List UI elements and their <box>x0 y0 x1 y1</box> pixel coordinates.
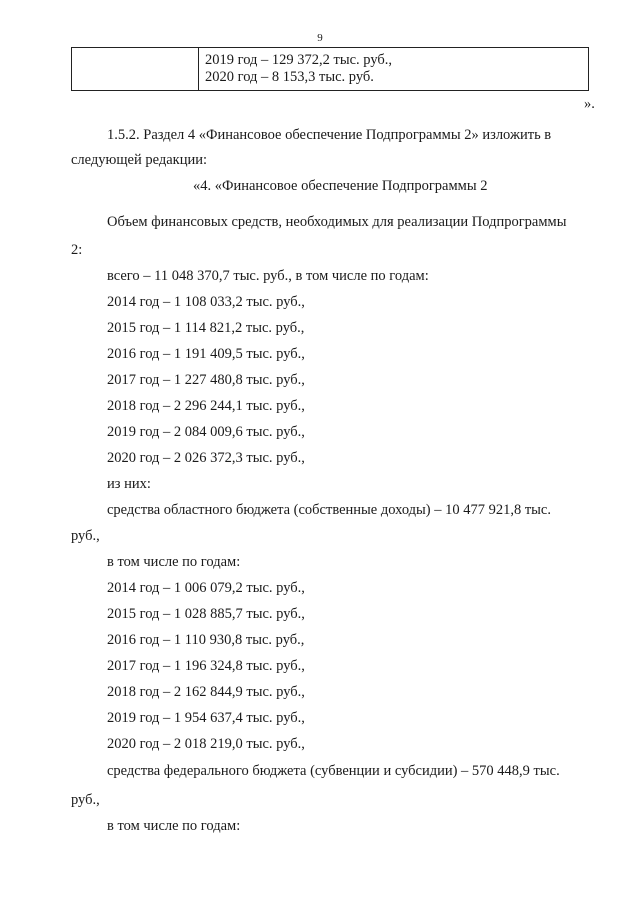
regional-year-2019: 2019 год – 1 954 637,4 тыс. руб., <box>107 710 305 726</box>
total-year-2017: 2017 год – 1 227 480,8 тыс. руб., <box>107 372 305 388</box>
total-year-2015: 2015 год – 1 114 821,2 тыс. руб., <box>107 320 305 336</box>
federal-line-1: средства федерального бюджета (субвенции и субсидии) – 570 448,9 тыс. <box>107 763 560 779</box>
volume-line-1: Объем финансовых средств, необходимых для реализации Подпрограммы <box>107 214 567 230</box>
clause-line-2: следующей редакции: <box>71 152 208 168</box>
page-number: 9 <box>317 32 323 44</box>
table-cell-empty <box>72 48 199 91</box>
section-title: «4. «Финансовое обеспечение Подпрограммы 2 <box>193 178 488 194</box>
regional-line-2: руб., <box>71 528 100 544</box>
total-year-2019: 2019 год – 2 084 009,6 тыс. руб., <box>107 424 305 440</box>
total-line: всего – 11 048 370,7 тыс. руб., в том числе по годам: <box>107 268 429 284</box>
table-cell-years <box>199 48 589 91</box>
closing-quote: ». <box>584 96 595 112</box>
federal-line-2: руб., <box>71 792 100 808</box>
total-year-2020: 2020 год – 2 026 372,3 тыс. руб., <box>107 450 305 466</box>
regional-year-2015: 2015 год – 1 028 885,7 тыс. руб., <box>107 606 305 622</box>
regional-year-2016: 2016 год – 1 110 930,8 тыс. руб., <box>107 632 305 648</box>
regional-line-1: средства областного бюджета (собственные доходы) – 10 477 921,8 тыс. <box>107 502 551 518</box>
federal-by-years: в том числе по годам: <box>107 818 241 834</box>
regional-year-2014: 2014 год – 1 006 079,2 тыс. руб., <box>107 580 305 596</box>
funding-table <box>71 47 589 91</box>
regional-year-2018: 2018 год – 2 162 844,9 тыс. руб., <box>107 684 305 700</box>
total-year-2018: 2018 год – 2 296 244,1 тыс. руб., <box>107 398 305 414</box>
table-cell-line: 2020 год – 8 153,3 тыс. руб. <box>205 69 374 85</box>
volume-line-2: 2: <box>71 242 83 258</box>
regional-year-2020: 2020 год – 2 018 219,0 тыс. руб., <box>107 736 305 752</box>
total-year-2014: 2014 год – 1 108 033,2 тыс. руб., <box>107 294 305 310</box>
of-them-label: из них: <box>107 476 151 492</box>
table-cell-line: 2019 год – 129 372,2 тыс. руб., <box>205 52 393 68</box>
total-year-2016: 2016 год – 1 191 409,5 тыс. руб., <box>107 346 305 362</box>
clause-line-1: 1.5.2. Раздел 4 «Финансовое обеспечение Подпрограммы 2» изложить в <box>107 127 552 143</box>
regional-year-2017: 2017 год – 1 196 324,8 тыс. руб., <box>107 658 305 674</box>
table-row <box>72 48 589 91</box>
regional-by-years: в том числе по годам: <box>107 554 241 570</box>
